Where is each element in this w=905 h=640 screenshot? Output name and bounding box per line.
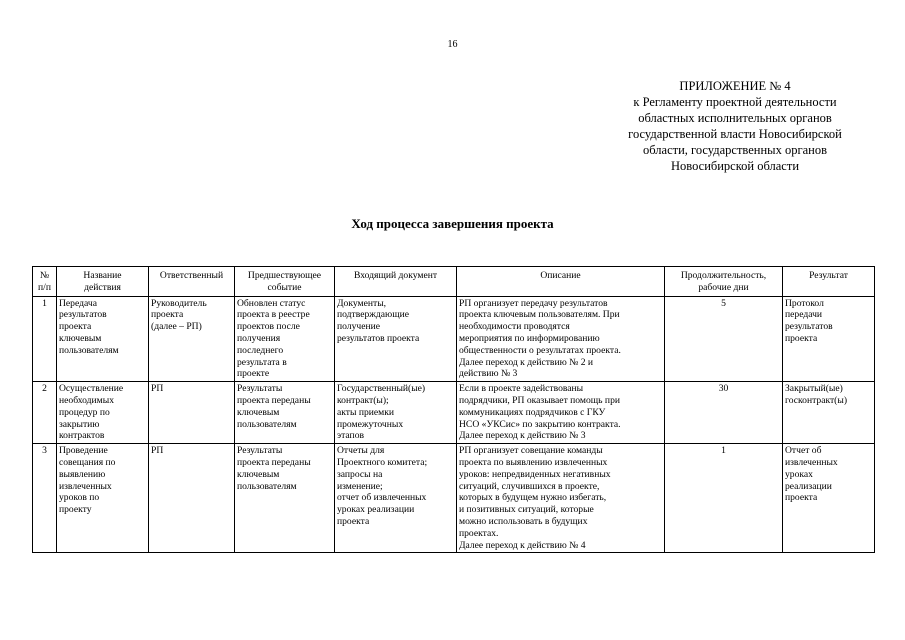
cell-description	[457, 296, 665, 382]
cell-text-line: промежуточных	[337, 418, 404, 430]
header-text-line: Продолжительность,	[680, 270, 767, 281]
cell-prev-event	[235, 296, 335, 382]
cell-text-line: мероприятия по информированию	[459, 332, 600, 344]
cell-text-line: проектов после	[237, 321, 300, 333]
cell-text-line: получения	[237, 332, 281, 344]
header-text-line: п/п	[38, 281, 51, 293]
header-text-line: Описание	[540, 270, 581, 281]
cell-text-line: проекта по выявлению извлеченных	[459, 456, 608, 468]
cell-text-line: последнего	[237, 344, 284, 356]
cell-number: 2	[33, 382, 57, 444]
header-text-line: событие	[267, 281, 302, 293]
cell-text-line: Отчет об	[785, 445, 822, 457]
cell-text-line: госконтракт(ы)	[785, 394, 848, 406]
header-text-line: действия	[84, 281, 121, 293]
cell-text-line: проекта ключевым пользователям. При	[459, 309, 620, 321]
cell-text-line: Государственный(ые)	[337, 383, 426, 395]
header-text-line: №	[39, 270, 50, 281]
process-table	[32, 266, 875, 553]
cell-text-line: результата в	[237, 356, 287, 368]
cell-text-line: проекте	[237, 368, 270, 380]
cell-text-line: уроков: непредвиденных негативных	[459, 468, 611, 480]
cell-text-line: Передача	[59, 297, 97, 309]
cell-result	[783, 296, 875, 382]
appendix-line: ПРИЛОЖЕНИЕ № 4	[679, 79, 791, 93]
cell-text-line: Результаты	[237, 383, 283, 395]
cell-text-line: ключевым	[237, 468, 280, 480]
cell-action-name	[57, 444, 149, 553]
cell-result	[783, 382, 875, 444]
cell-text-line: результатов	[785, 321, 833, 333]
cell-text-line: реализации	[785, 480, 832, 492]
cell-text-line: проекта	[785, 332, 818, 344]
cell-responsible	[149, 382, 235, 444]
cell-text-line: Протокол	[785, 297, 824, 309]
header-action-name	[57, 267, 149, 297]
cell-text-line: Далее переход к действию № 2 и	[459, 356, 594, 368]
header-responsible	[149, 267, 235, 297]
cell-text-line: которых в будущем нужно избегать,	[459, 492, 607, 504]
cell-prev-event	[235, 382, 335, 444]
cell-action-name	[57, 296, 149, 382]
cell-text-line: ситуаций, случившихся в проекте,	[459, 480, 600, 492]
header-text-line: Название	[83, 270, 122, 281]
cell-text-line: (далее – РП)	[151, 321, 202, 333]
cell-text-line: РП организует передачу результатов	[459, 297, 608, 309]
cell-text-line: уроках реализации	[337, 504, 415, 516]
cell-text-line: контрактов	[59, 430, 105, 442]
cell-text-line: проекта	[59, 321, 92, 333]
cell-text-line: РП организует совещание команды	[459, 445, 603, 457]
cell-text-line: уроках	[785, 468, 813, 480]
cell-text-line: подтверждающие	[337, 309, 409, 321]
cell-number: 3	[33, 444, 57, 553]
cell-description	[457, 444, 665, 553]
cell-text-line: Закрытый(ые)	[785, 383, 843, 395]
header-text-line: рабочие дни	[698, 281, 749, 293]
cell-text-line: ключевым	[237, 406, 280, 418]
cell-text-line: получение	[337, 321, 380, 333]
cell-text-line: извлеченных	[785, 456, 838, 468]
cell-text-line: пользователям	[237, 480, 297, 492]
cell-action-name	[57, 382, 149, 444]
cell-text-line: Результаты	[237, 445, 283, 457]
header-text-line: Результат	[809, 270, 848, 281]
header-prev-event	[235, 267, 335, 297]
header-result	[783, 267, 875, 297]
cell-text-line: можно использовать в будущих	[459, 515, 588, 527]
cell-text-line: проекта в реестре	[237, 309, 310, 321]
cell-text-line: закрытию	[59, 418, 100, 430]
page-number: 16	[447, 39, 458, 50]
cell-text-line: акты приемки	[337, 406, 395, 418]
cell-text-line: проекта	[785, 492, 818, 504]
cell-responsible	[149, 444, 235, 553]
cell-text-line: ключевым	[59, 332, 102, 344]
cell-text-line: РП	[151, 445, 164, 457]
table-row	[33, 296, 875, 382]
cell-duration: 30	[665, 382, 783, 444]
cell-input-doc	[335, 444, 457, 553]
cell-text-line: выявлению	[59, 468, 106, 480]
cell-text-line: подрядчики, РП оказывает помощь при	[459, 394, 620, 406]
table-header-row	[33, 267, 875, 297]
cell-text-line: действию № 3	[459, 368, 518, 380]
cell-text-line: Проведение	[59, 445, 108, 457]
cell-text-line: коммуникациях подрядчиков с ГКУ	[459, 406, 606, 418]
cell-text-line: и позитивных ситуаций, которые	[459, 504, 594, 516]
appendix-header	[590, 78, 880, 174]
cell-text-line: РП	[151, 383, 164, 395]
cell-text-line: проекта переданы	[237, 456, 311, 468]
cell-text-line: необходимости проводятся	[459, 321, 570, 333]
header-input-doc	[335, 267, 457, 297]
header-text-line: Ответственный	[159, 270, 224, 281]
cell-text-line: проекта	[337, 515, 370, 527]
cell-duration: 5	[665, 296, 783, 382]
header-description	[457, 267, 665, 297]
appendix-line: области, государственных органов	[643, 143, 827, 157]
cell-text-line: Осуществление	[59, 383, 124, 395]
cell-text-line: результатов	[59, 309, 107, 321]
cell-text-line: Проектного комитета;	[337, 456, 428, 468]
cell-text-line: процедур по	[59, 406, 110, 418]
cell-text-line: проектах.	[459, 527, 499, 539]
cell-text-line: Если в проекте задействованы	[459, 383, 584, 395]
cell-text-line: общественности о результатах проекта.	[459, 344, 621, 356]
cell-text-line: Руководитель	[151, 297, 207, 309]
header-duration	[665, 267, 783, 297]
cell-text-line: передачи	[785, 309, 823, 321]
cell-responsible	[149, 296, 235, 382]
appendix-line: к Регламенту проектной деятельности	[633, 95, 837, 109]
appendix-line: Новосибирской области	[670, 159, 800, 173]
cell-duration: 1	[665, 444, 783, 553]
cell-number: 1	[33, 296, 57, 382]
header-text-line: Предшествующее	[247, 270, 322, 281]
header-number	[33, 267, 57, 297]
cell-text-line: отчет об извлеченных	[337, 492, 427, 504]
cell-description	[457, 382, 665, 444]
cell-text-line: совещания по	[59, 456, 116, 468]
cell-text-line: изменение;	[337, 480, 383, 492]
cell-text-line: запросы на	[337, 468, 383, 480]
table-row	[33, 444, 875, 553]
cell-text-line: Документы,	[337, 297, 387, 309]
cell-text-line: Далее переход к действию № 4	[459, 539, 586, 551]
document-title: Ход процесса завершения проекта	[351, 216, 554, 231]
cell-text-line: Далее переход к действию № 3	[459, 430, 586, 442]
appendix-line: государственной власти Новосибирской	[628, 127, 842, 141]
cell-text-line: НСО «УКСис» по закрытию контракта.	[459, 418, 621, 430]
cell-input-doc	[335, 296, 457, 382]
cell-input-doc	[335, 382, 457, 444]
cell-text-line: пользователям	[237, 418, 297, 430]
cell-text-line: результатов проекта	[337, 332, 420, 344]
cell-text-line: необходимых	[59, 394, 114, 406]
appendix-line: областных исполнительных органов	[638, 111, 832, 125]
cell-text-line: проекту	[59, 504, 92, 516]
cell-result	[783, 444, 875, 553]
cell-prev-event	[235, 444, 335, 553]
cell-text-line: уроков по	[59, 492, 100, 504]
cell-text-line: Отчеты для	[337, 445, 385, 457]
cell-text-line: Обновлен статус	[237, 297, 306, 309]
cell-text-line: контракт(ы);	[337, 394, 389, 406]
table-row	[33, 382, 875, 444]
cell-text-line: пользователям	[59, 344, 119, 356]
cell-text-line: проекта переданы	[237, 394, 311, 406]
cell-text-line: извлеченных	[59, 480, 112, 492]
cell-text-line: проекта	[151, 309, 184, 321]
cell-text-line: этапов	[337, 430, 365, 442]
header-text-line: Входящий документ	[353, 270, 438, 281]
